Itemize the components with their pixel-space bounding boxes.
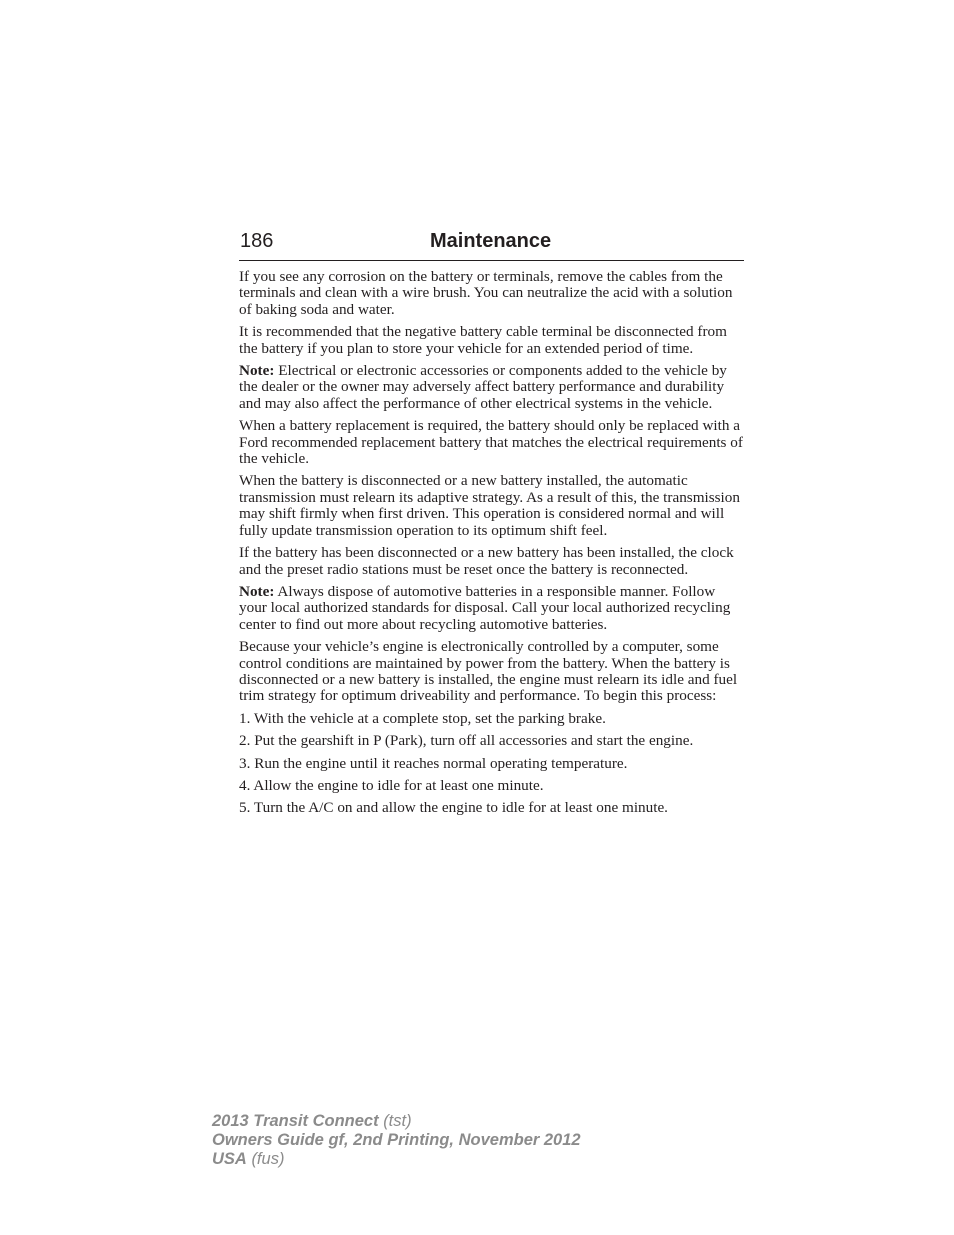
paragraph-relearn: Because your vehicle’s engine is electronically controlled by a computer, some control conditions are maintained by power from the battery. When the battery is disconnected or a new battery is installed, the engine must relearn its idle and fuel trim strategy for optimum driveability and performance. To begin this process: [239, 638, 738, 705]
note-disposal [239, 584, 745, 633]
note-label: Note: [239, 582, 275, 600]
note-text: Always dispose of automotive batteries in a responsible manner. Follow your local authorized standards for disposal. Call your local authorized recycling center to find out more about recycling automotive batteries. [239, 582, 731, 633]
note-text: Electrical or electronic accessories or components added to the vehicle by the dealer or the owner may adversely affect battery performance and durability and may also affect the performance of other electrical systems in the vehicle. [239, 362, 727, 412]
paragraph-storage: It is recommended that the negative battery cable terminal be disconnected from the battery if you plan to store your vehicle for an extended period of time. [239, 323, 727, 357]
list-item: 1. With the vehicle at a complete stop, set the parking brake. [239, 709, 606, 727]
paragraph-replacement: When a battery replacement is required, the battery should only be replaced with a Ford recommended replacement battery that matches the electrical requirements of the vehicle. [239, 417, 743, 468]
paragraph-transmission: When the battery is disconnected or a new battery installed, the automatic transmission must relearn its adaptive strategy. As a result of this, the transmission may shift firmly when first driven. This operation is considered normal and will fully update transmission operation to its optimum shift feel. [239, 472, 740, 539]
list-item: 5. Turn the A/C on and allow the engine to idle for at least one minute. [239, 799, 668, 817]
footer-model: 2013 Transit Connect [212, 1112, 379, 1130]
footer-line-market [212, 1150, 581, 1169]
list-item: 2. Put the gearshift in P (Park), turn off all accessories and start the engine. [239, 732, 694, 750]
footer-line-guide: Owners Guide gf, 2nd Printing, November 2012 [212, 1131, 581, 1149]
page-number: 186 [240, 230, 274, 252]
footer-line-model [212, 1112, 581, 1131]
footer-market-code: (fus) [251, 1150, 285, 1168]
section-title: Maintenance [430, 230, 552, 252]
paragraph-corrosion: If you see any corrosion on the battery or terminals, remove the cables from the terminals and clean with a wire brush. You can neutralize the acid with a solution of baking soda and water. [239, 268, 733, 318]
footer-model-code: (tst) [383, 1112, 412, 1130]
page-header [239, 226, 744, 261]
list-item: 4. Allow the engine to idle for at least one minute. [239, 776, 544, 794]
body-content [239, 269, 745, 823]
paragraph-clock-radio: If the battery has been disconnected or a new battery has been installed, the clock and the preset radio stations must be reset once the battery is reconnected. [239, 544, 734, 578]
list-item: 3. Run the engine until it reaches normal operating temperature. [239, 754, 628, 772]
footer-market: USA [212, 1150, 247, 1168]
note-accessories [239, 363, 745, 412]
page-footer [212, 1112, 581, 1169]
steps-list [239, 711, 745, 817]
note-label: Note: [239, 362, 275, 380]
